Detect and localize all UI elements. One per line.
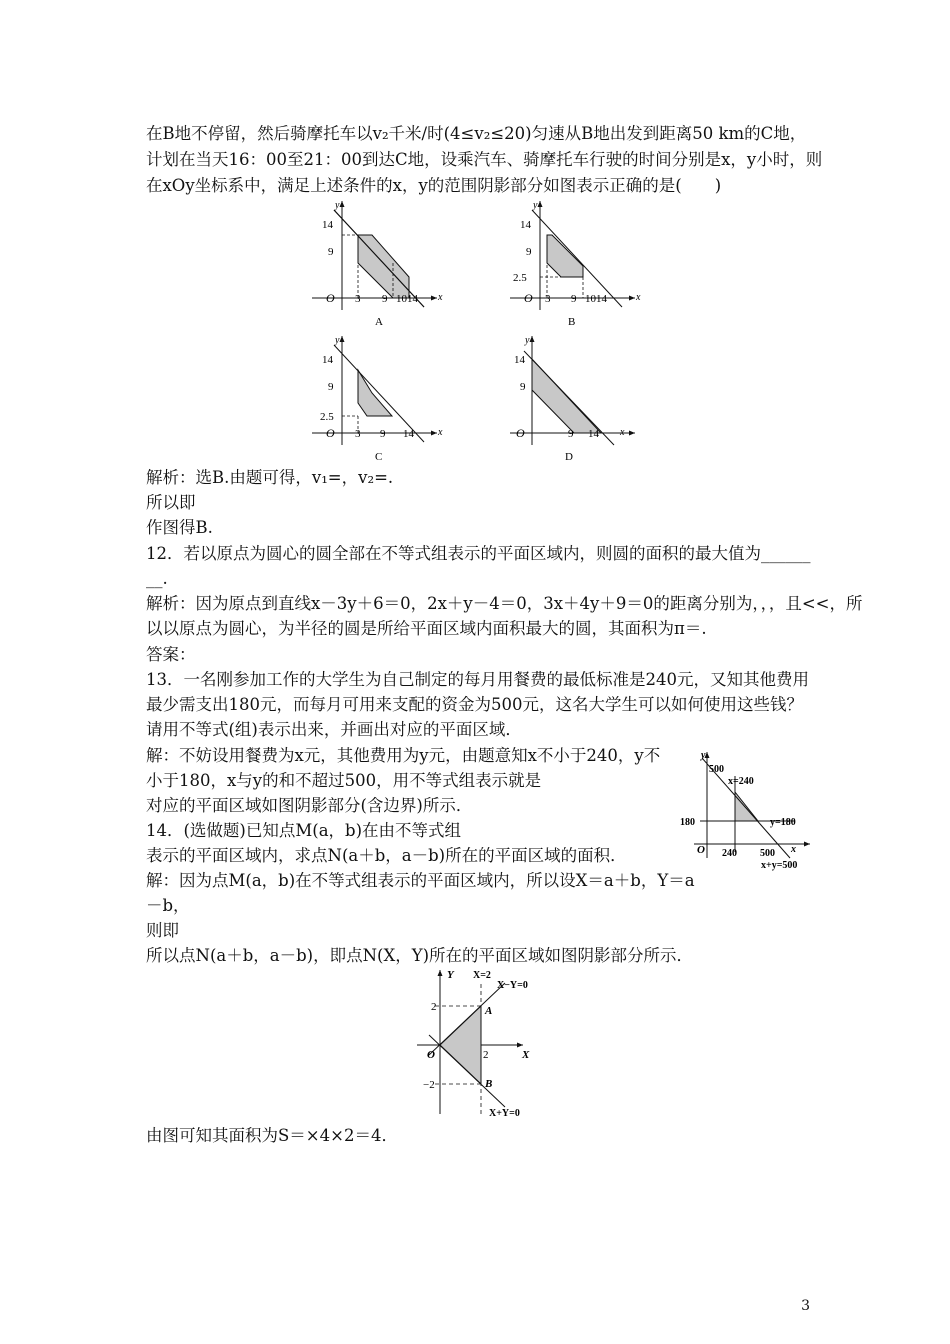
- x-tick-label: 9: [380, 428, 386, 440]
- y-tick-label: −2: [423, 1079, 435, 1091]
- y-tick-label: 9: [328, 246, 334, 258]
- option-d-graph: [510, 333, 650, 466]
- text-line: 计划在当天16：00至21：00到达C地，设乘汽车、骑摩托车行驶的时间分别是x，y小时，则: [146, 150, 823, 169]
- option-caption: D: [565, 451, 573, 463]
- text-line: 解析：选B.由题可得，v₁=，v₂=.: [146, 468, 394, 487]
- problem13-graph: [672, 748, 822, 878]
- text-line: 解析：因为原点到直线x－3y＋6＝0，2x＋y－4＝0，3x＋4y＋9＝0的距离分别为，，，且<<，所: [146, 594, 863, 613]
- option-caption: B: [568, 316, 576, 328]
- point-label: B: [485, 1078, 493, 1090]
- x-tick-label: 3: [355, 293, 361, 305]
- text-line: 解：不妨设用餐费为x元，其他费用为y元，由题意知x不小于240，y不: [146, 746, 661, 765]
- x-tick-label: 14: [588, 428, 599, 440]
- x-tick-label: 240: [722, 848, 737, 859]
- line-label: X−Y=0: [497, 980, 528, 991]
- text-line: 所以点N(a＋b，a－b)，即点N(X，Y)所在的平面区域如图阴影部分所示．: [146, 946, 694, 965]
- origin-label: O: [697, 844, 705, 856]
- x-tick-label: 14: [403, 428, 414, 440]
- y-tick-label: 14: [520, 219, 531, 231]
- text-line: 12．若以原点为圆心的圆全部在不等式组表示的平面区域内，则圆的面积的最大值为______: [146, 544, 811, 563]
- line-label: y=180: [770, 817, 796, 828]
- y-tick-label: 9: [328, 381, 334, 393]
- line-label: x=240: [728, 776, 754, 787]
- x-tick-label: 3: [355, 428, 361, 440]
- text-line: 答案：: [146, 645, 196, 664]
- x-axis-label: X: [522, 1049, 530, 1061]
- text-line: 最少需支出180元，而每月可用来支配的资金为500元，这名大学生可以如何使用这些钱？: [146, 695, 803, 714]
- y-tick-label: 9: [520, 381, 526, 393]
- text-line: 解：因为点M(a，b)在不等式组表示的平面区域内，所以设X＝a＋b，Y＝a: [146, 871, 695, 890]
- y-axis-label: y: [525, 335, 530, 346]
- x-tick-label: 9: [568, 428, 574, 440]
- y-axis-label: y: [335, 200, 340, 211]
- origin-label: O: [326, 291, 335, 305]
- problem14-graph: [405, 966, 545, 1124]
- text-line: 请用不等式(组)表示出来，并画出对应的平面区域．: [146, 720, 522, 739]
- origin-label: O: [427, 1049, 435, 1061]
- option-caption: C: [375, 451, 383, 463]
- x-tick-label: 3: [545, 293, 551, 305]
- text-line: 以以原点为圆心，为半径的圆是所给平面区域内面积最大的圆，其面积为π＝.: [146, 619, 707, 638]
- x-tick-label: 9: [571, 293, 577, 305]
- page-number: 3: [801, 1298, 810, 1314]
- y-tick-label: 14: [322, 354, 333, 366]
- text-line: 所以即: [146, 493, 196, 512]
- text-line: 在B地不停留，然后骑摩托车以v₂千米/时(4≤v₂≤20)匀速从B地出发到距离50 km的C地，: [146, 124, 807, 143]
- x-tick-label: 1014: [585, 293, 607, 305]
- origin-label: O: [516, 426, 525, 440]
- x-axis-label: x: [791, 844, 796, 855]
- point-label: A: [485, 1005, 493, 1017]
- y-tick-label: 14: [322, 219, 333, 231]
- origin-label: O: [524, 291, 533, 305]
- line-label: X=2: [473, 970, 491, 981]
- text-line: 小于180，x与y的和不超过500，用不等式组表示就是: [146, 771, 542, 790]
- x-tick-label: 9: [382, 293, 388, 305]
- option-caption: A: [375, 316, 383, 328]
- text-line: 则即: [146, 921, 179, 940]
- y-tick-label: 500: [709, 764, 724, 775]
- text-line: 在xOy坐标系中，满足上述条件的x，y的范围阴影部分如图表示正确的是( ): [146, 176, 722, 195]
- x-axis-label: x: [438, 292, 443, 303]
- option-a-graph: [312, 198, 452, 331]
- text-line: __.: [146, 569, 168, 588]
- text-line: 对应的平面区域如图阴影部分(含边界)所示．: [146, 796, 473, 815]
- x-tick-label: 1014: [396, 293, 418, 305]
- x-tick-label: 2: [483, 1049, 489, 1061]
- text-line: 13．一名刚参加工作的大学生为自己制定的每月用餐费的最低标准是240元，又知其他费用: [146, 670, 809, 689]
- origin-label: O: [326, 426, 335, 440]
- x-axis-label: x: [438, 427, 443, 438]
- y-tick-label: 14: [514, 354, 525, 366]
- line-label: x+y=500: [761, 860, 798, 871]
- y-axis-label: y: [335, 335, 340, 346]
- text-line: 14．(选做题)已知点M(a，b)在由不等式组: [146, 821, 462, 840]
- text-line: －b，: [146, 896, 190, 915]
- x-tick-label: 500: [760, 848, 775, 859]
- line-label: X+Y=0: [489, 1108, 520, 1119]
- y-tick-label: 180: [680, 817, 695, 828]
- y-axis-label: y: [701, 750, 706, 761]
- y-axis-label: Y: [447, 969, 454, 981]
- option-c-graph: [312, 333, 452, 466]
- text-line: 作图得B.: [146, 518, 213, 537]
- y-axis-label: y: [533, 200, 538, 211]
- y-tick-label: 2.5: [513, 272, 527, 284]
- y-tick-label: 2.5: [320, 411, 334, 423]
- x-axis-label: x: [636, 292, 641, 303]
- text-line: 由图可知其面积为S＝×4×2＝4．: [146, 1126, 398, 1145]
- option-b-graph: [510, 198, 650, 331]
- x-axis-label: x: [620, 427, 625, 438]
- y-tick-label: 2: [431, 1001, 437, 1013]
- y-tick-label: 9: [526, 246, 532, 258]
- text-line: 表示的平面区域内，求点N(a＋b，a－b)所在的平面区域的面积．: [146, 846, 627, 865]
